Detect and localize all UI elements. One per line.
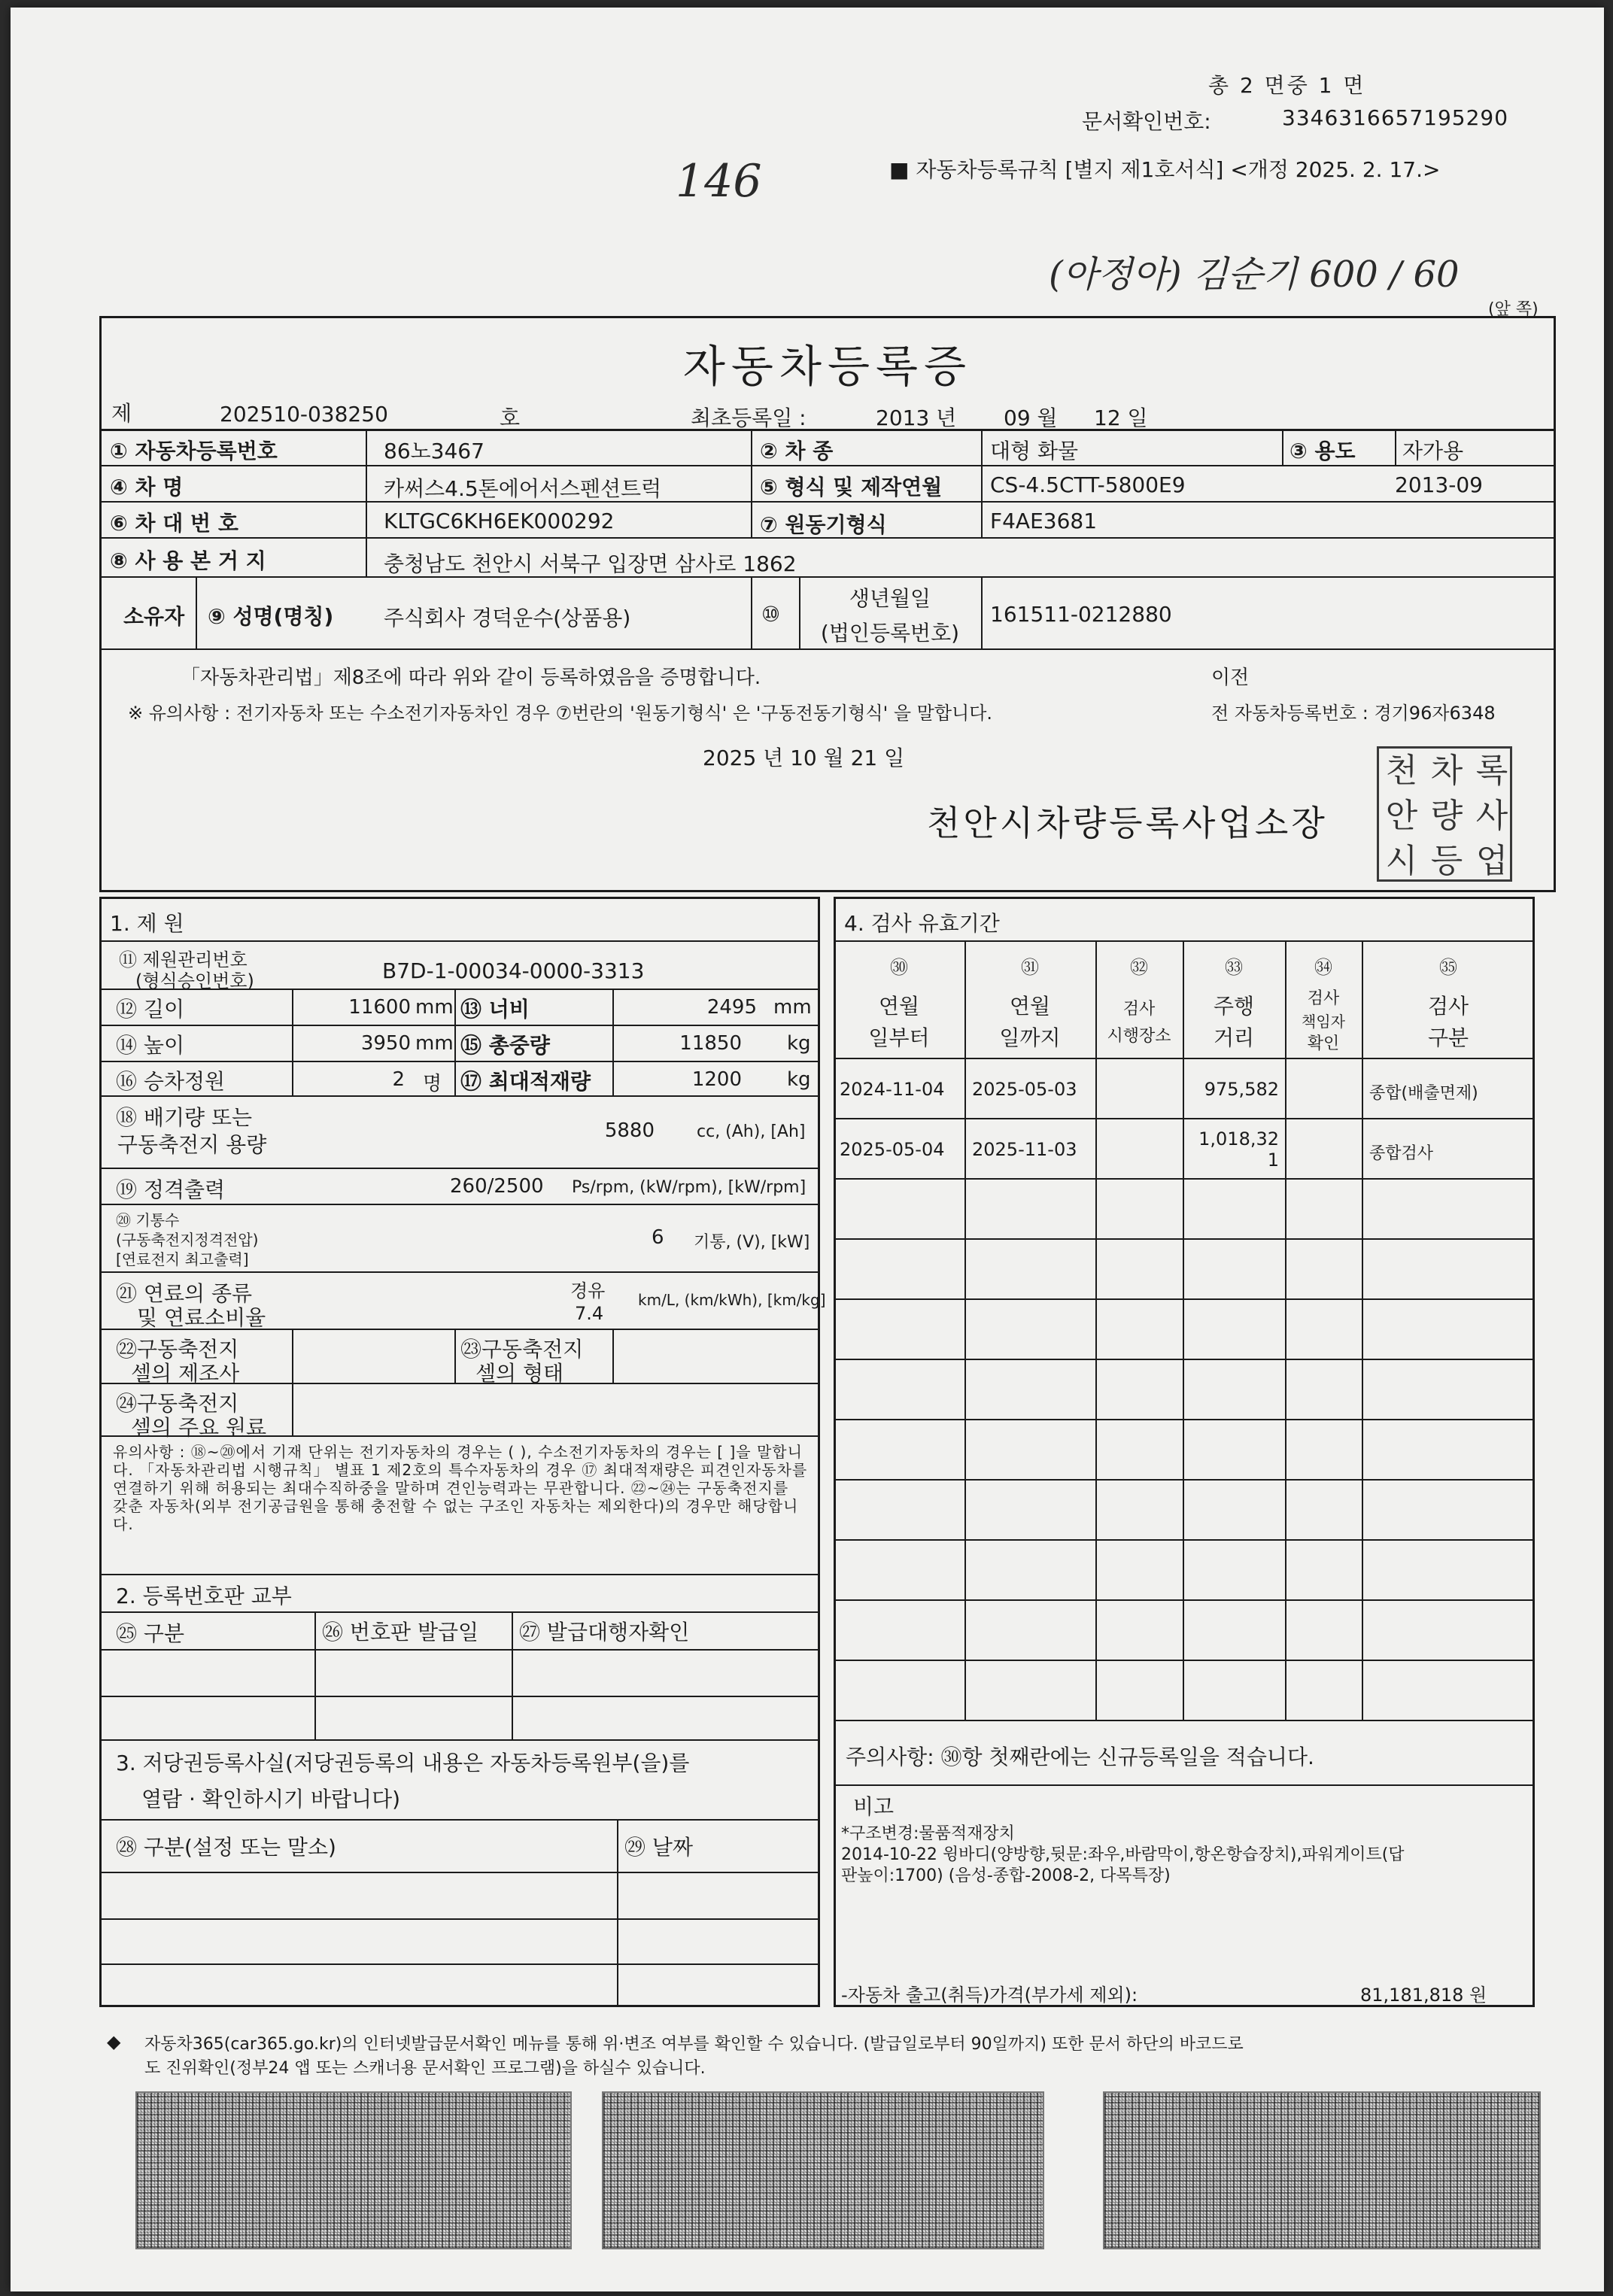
cert-no-prefix: 제 xyxy=(111,401,132,426)
displacement-unit: cc, (Ah), [Ah] xyxy=(697,1122,806,1141)
page-count: 총 2 면중 1 면 xyxy=(1208,73,1366,98)
owner-label: 소유자 xyxy=(123,604,185,629)
owner-name-label: ⑨ 성명(명칭) xyxy=(208,604,334,629)
grid-line xyxy=(454,1329,456,1383)
front-side-label: (앞 쪽) xyxy=(1488,300,1539,319)
grid-line xyxy=(617,1819,618,2007)
grid-line xyxy=(834,1539,1535,1541)
cert-number: 202510-038250 xyxy=(220,402,388,427)
grid-line xyxy=(834,1419,1535,1420)
insp-to: 2025-11-03 xyxy=(972,1139,1077,1160)
owner-name-value: 주식회사 경덕운수(상품용) xyxy=(384,606,631,630)
seats-label: ⑯ 승차정원 xyxy=(116,1069,226,1094)
insp-header-place: 검사 xyxy=(1122,1000,1156,1019)
first-reg-month: 09 월 xyxy=(1004,405,1058,430)
grid-line xyxy=(99,1168,820,1169)
plate-col-issue-date: ㉖ 번호판 발급일 xyxy=(322,1620,479,1645)
spec-no-value: B7D-1-00034-0000-3313 xyxy=(382,958,645,983)
grid-line xyxy=(99,1649,820,1651)
verification-barcode xyxy=(135,2091,572,2249)
footer-line: 자동차365(car365.go.kr)의 인터넷발급문서확인 메뉴를 통해 위·변조 여부를 확인할 수 있습니다. (발급일로부터 90일까지) 또한 문서 하단의 바코드로 xyxy=(144,2035,1244,2054)
specs-title: 1. 제 원 xyxy=(110,911,184,936)
power-label: ⑲ 정격출력 xyxy=(116,1177,226,1202)
insp-header-officer-2: 책임자 xyxy=(1302,1013,1345,1031)
grid-line xyxy=(99,501,1556,503)
doc-confirm-label: 문서확인번호: xyxy=(1082,109,1211,134)
insp-header-num: ㉚ xyxy=(890,957,908,978)
doc-confirm-number: 3346316657195290 xyxy=(1282,105,1509,130)
model-date: 2013-09 xyxy=(1395,472,1483,497)
cell-maker-label: ㉒구동축전지 xyxy=(116,1337,239,1362)
grid-line xyxy=(99,1918,820,1920)
width-value: 2495 xyxy=(706,996,757,1019)
remarks-label: 비고 xyxy=(853,1794,895,1819)
engine-value: F4AE3681 xyxy=(990,509,1098,533)
issuer-name: 천안시차량등록사업소장 xyxy=(927,803,1328,843)
remarks-line: 2014-10-22 윙바디(양방향,뒷문:좌우,바람막이,항온항습장치),파워게이트(답 xyxy=(841,1845,1405,1864)
power-unit: Ps/rpm, (kW/rpm), [kW/rpm] xyxy=(572,1178,806,1197)
birth-number: ⑩ xyxy=(761,602,781,627)
grid-line xyxy=(751,429,752,537)
cell-form-label-2: 셀의 형태 xyxy=(475,1361,564,1386)
grid-line xyxy=(99,1095,820,1097)
insp-type: 종합(배출면제) xyxy=(1369,1084,1478,1103)
insp-header-place-2: 시행장소 xyxy=(1107,1027,1171,1046)
payload-unit: kg xyxy=(787,1068,811,1091)
cylinder-unit: 기통, (V), [kW] xyxy=(694,1233,810,1252)
verification-barcode xyxy=(1103,2091,1541,2249)
grid-line xyxy=(834,1118,1535,1119)
length-value: 11600 xyxy=(348,996,411,1019)
insp-header-officer-3: 확인 xyxy=(1307,1034,1340,1053)
grid-line xyxy=(612,989,614,1095)
location-value: 충청남도 천안시 서북구 입장면 삼사로 1862 xyxy=(384,551,797,576)
cell-material-label-2: 셀의 주요 원료 xyxy=(131,1415,267,1440)
width-label: ⑬ 너비 xyxy=(460,997,530,1022)
length-unit: mm xyxy=(415,996,454,1019)
payload-value: 1200 xyxy=(691,1068,742,1091)
insp-from: 2025-05-04 xyxy=(840,1139,945,1160)
power-value: 260/2500 xyxy=(450,1175,544,1198)
weight-value: 11850 xyxy=(679,1032,742,1055)
birth-label-2: (법인등록번호) xyxy=(820,621,960,645)
grid-line xyxy=(99,1611,820,1613)
grid-line xyxy=(99,1963,820,1965)
height-unit: mm xyxy=(415,1032,454,1055)
mortgage-col-type: ㉘ 구분(설정 또는 말소) xyxy=(116,1835,336,1860)
grid-line xyxy=(99,465,1556,466)
mortgage-title: 3. 저당권등록사실(저당권등록의 내용은 자동차등록원부(을)를 xyxy=(116,1751,690,1775)
payload-label: ⑰ 최대적재량 xyxy=(460,1069,591,1094)
seal-char: 차 xyxy=(1430,752,1463,790)
remarks-line: *구조변경:물품적재장치 xyxy=(841,1824,1015,1843)
grid-line xyxy=(99,1696,820,1697)
grid-line xyxy=(292,989,293,1095)
car-name-label: ④ 차 명 xyxy=(110,475,184,500)
prev-reg-title: 이전 xyxy=(1211,667,1250,689)
birth-value: 161511-0212880 xyxy=(990,602,1172,627)
insp-header-num: ㉛ xyxy=(1021,957,1039,978)
insp-header-type-2: 구분 xyxy=(1427,1025,1469,1050)
issue-date: 2025 년 10 월 21 일 xyxy=(703,746,905,770)
grid-line xyxy=(1282,429,1283,465)
weight-label: ⑮ 총중량 xyxy=(460,1033,550,1058)
cell-maker-label-2: 셀의 제조사 xyxy=(131,1361,240,1386)
car-name-value: 카써스4.5톤에어서스펜션트럭 xyxy=(384,476,662,501)
displacement-label: ⑱ 배기량 또는 xyxy=(116,1105,253,1130)
grid-line xyxy=(981,429,983,537)
grid-line xyxy=(314,1611,316,1739)
specs-notice: 유의사항 : ⑱~⑳에서 기재 단위는 전기자동차의 경우는 ( ), 수소전기자동차의 경우는 [ ]을 말합니다. 「자동차관리법 시행규칙」 별표 1 제2호의 특수자동차의 경우 ⑰ 최대적재량은 피견인자동차를 연결하기 위해 허용되는 최대수직하중을 말하며 견인능력과는 무관합니다. ㉒~㉔는 구동축전지를 갖춘 자동차(외부 전기공급원을 통해 충전할 수 없는 구조인 자동차는 제외한다)의 경우만 해당합니다. xyxy=(113,1443,808,1533)
grid-line xyxy=(99,1061,820,1062)
vin-value: KLTGC6KH6EK000292 xyxy=(384,509,615,533)
height-value: 3950 xyxy=(360,1032,411,1055)
insp-header-num: ㉜ xyxy=(1130,957,1148,978)
insp-header-to: 연월 xyxy=(1009,994,1051,1019)
grid-line xyxy=(834,1058,1535,1059)
cell-form-label: ㉓구동축전지 xyxy=(460,1337,584,1362)
statement-line: 「자동차관리법」제8조에 따라 위와 같이 등록하였음을 증명합니다. xyxy=(181,667,761,689)
use-label: ③ 용도 xyxy=(1289,439,1356,463)
insp-from: 2024-11-04 xyxy=(840,1079,945,1100)
grid-line xyxy=(834,1720,1535,1721)
grid-line xyxy=(1362,940,1363,1720)
grid-line xyxy=(834,1359,1535,1360)
mortgage-title-2: 열람 · 확인하시기 바랍니다) xyxy=(141,1787,401,1812)
grid-line xyxy=(834,1660,1535,1661)
length-label: ⑫ 길이 xyxy=(116,997,184,1022)
seal-char: 시 xyxy=(1385,842,1418,880)
grid-line xyxy=(981,576,983,648)
grid-line xyxy=(99,1872,820,1873)
car-type-label: ② 차 종 xyxy=(760,439,834,463)
reg-no-label: ① 자동차등록번호 xyxy=(110,439,278,463)
insp-type: 종합검사 xyxy=(1369,1144,1434,1163)
seal-char: 천 xyxy=(1385,752,1418,790)
inspection-notice: 주의사항: ㉚항 첫째란에는 신규등록일을 적습니다. xyxy=(846,1745,1314,1769)
cell-material-label: ㉔구동축전지 xyxy=(116,1391,239,1416)
grid-line xyxy=(99,1271,820,1273)
grid-line xyxy=(99,1739,820,1741)
insp-header-num: ㉝ xyxy=(1225,957,1243,978)
weight-unit: kg xyxy=(787,1032,811,1055)
model-label: ⑤ 형식 및 제작연월 xyxy=(760,475,943,500)
seal-char: 등 xyxy=(1430,842,1463,880)
form-reference: ■ 자동차등록규칙 [별지 제1호서식] <개정 2025. 2. 17.> xyxy=(889,157,1441,182)
seal-char: 사 xyxy=(1475,797,1508,835)
insp-header-num: ㉟ xyxy=(1439,957,1457,978)
statement-note: ※ 유의사항 : 전기자동차 또는 수소전기자동차인 경우 ⑦번란의 '원동기형식' 은 '구동전동기형식' 을 말합니다. xyxy=(128,703,993,724)
insp-mileage-2: 1 xyxy=(1267,1150,1279,1171)
cylinder-value: 6 xyxy=(652,1226,664,1249)
spec-no-label: ⑪ 제원관리번호 xyxy=(119,949,248,970)
cylinder-label-2: (구동축전지정격전압) xyxy=(116,1231,259,1249)
grid-line xyxy=(1183,940,1184,1720)
plate-col-type: ㉕ 구분 xyxy=(116,1621,184,1646)
grid-line xyxy=(834,1599,1535,1601)
grid-line xyxy=(834,1479,1535,1481)
handwritten-number: 146 xyxy=(676,155,762,208)
price-value: 81,181,818 원 xyxy=(1360,1985,1487,2006)
width-unit: mm xyxy=(773,996,812,1019)
cylinder-label: ⑳ 기통수 xyxy=(116,1211,180,1229)
insp-header-type: 검사 xyxy=(1427,994,1469,1019)
grid-line xyxy=(834,1178,1535,1180)
fuel-unit: km/L, (km/kWh), [km/kg] xyxy=(638,1291,826,1309)
engine-label: ⑦ 원동기형식 xyxy=(760,512,887,537)
first-reg-day: 12 일 xyxy=(1094,405,1148,430)
cert-no-suffix: 호 xyxy=(500,405,521,430)
grid-line xyxy=(834,1298,1535,1300)
grid-line xyxy=(1285,940,1286,1720)
insp-header-officer: 검사 xyxy=(1307,989,1340,1008)
mortgage-col-date: ㉙ 날짜 xyxy=(624,1835,693,1860)
grid-line xyxy=(834,940,1535,942)
grid-line xyxy=(964,940,966,1720)
seal-char: 안 xyxy=(1385,797,1418,835)
grid-line xyxy=(834,1238,1535,1240)
seal-char: 업 xyxy=(1475,842,1508,880)
use-value: 자가용 xyxy=(1402,439,1464,463)
grid-line xyxy=(1395,429,1396,465)
official-seal xyxy=(1377,746,1512,882)
first-reg-year: 2013 년 xyxy=(876,405,957,430)
grid-line xyxy=(292,1329,293,1435)
location-label: ⑧ 사 용 본 거 지 xyxy=(110,548,266,573)
footer-bullet: ◆ xyxy=(107,2031,121,2052)
grid-line xyxy=(99,1819,820,1821)
seal-char: 량 xyxy=(1430,797,1463,835)
price-label: -자동차 출고(취득)가격(부가세 제외): xyxy=(841,1985,1138,2006)
grid-line xyxy=(612,1329,614,1383)
fuel-label-2: 및 연료소비율 xyxy=(137,1305,266,1330)
grid-line xyxy=(99,1204,820,1205)
insp-header-num: ㉞ xyxy=(1314,957,1332,978)
fuel-label: ㉑ 연료의 종류 xyxy=(116,1281,253,1306)
insp-header-to-2: 일까지 xyxy=(999,1025,1061,1050)
plate-title: 2. 등록번호판 교부 xyxy=(116,1584,292,1608)
grid-line xyxy=(834,1784,1535,1786)
fuel-efficiency: 7.4 xyxy=(575,1303,604,1324)
handwritten-note: (아정아) 김순기 600 / 60 xyxy=(1049,254,1460,296)
model-value: CS-4.5CTT-5800E9 xyxy=(990,472,1186,497)
grid-line xyxy=(99,1574,820,1575)
height-label: ⑭ 높이 xyxy=(116,1033,184,1058)
grid-line xyxy=(366,429,367,576)
seats-value: 2 xyxy=(392,1068,405,1091)
insp-header-mileage: 주행 xyxy=(1213,994,1255,1019)
vin-label: ⑥ 차 대 번 호 xyxy=(110,511,238,536)
car-type-value: 대형 화물 xyxy=(990,439,1079,463)
reg-no-value: 86노3467 xyxy=(384,439,485,463)
grid-line xyxy=(196,576,197,648)
insp-to: 2025-05-03 xyxy=(972,1079,1077,1100)
grid-line xyxy=(99,940,820,942)
insp-mileage: 1,018,32 xyxy=(1198,1128,1279,1150)
first-reg-label: 최초등록일 : xyxy=(691,405,806,430)
remarks-line: 판높이:1700) (음성-종합-2008-2, 다목특장) xyxy=(841,1866,1171,1885)
grid-line xyxy=(1095,940,1097,1720)
grid-line xyxy=(99,1025,820,1026)
insp-header-from-2: 일부터 xyxy=(868,1025,930,1050)
cylinder-label-3: [연료전지 최고출력] xyxy=(116,1250,249,1268)
grid-line xyxy=(99,576,1556,578)
grid-line xyxy=(99,429,1556,431)
grid-line xyxy=(512,1611,513,1739)
footer-line: 도 진위확인(정부24 앱 또는 스캐너용 문서확인 프로그램)을 하실수 있습니다. xyxy=(144,2059,706,2078)
prev-reg-number: 전 자동차등록번호 : 경기96자6348 xyxy=(1211,703,1496,724)
spec-no-label-2: (형식승인번호) xyxy=(135,970,254,992)
verification-barcode xyxy=(602,2091,1044,2249)
insp-header-from: 연월 xyxy=(878,994,920,1019)
grid-line xyxy=(454,989,456,1095)
grid-line xyxy=(751,576,752,648)
displacement-label-2: 구동축전지 용량 xyxy=(117,1132,267,1157)
seats-unit: 명 xyxy=(423,1073,442,1095)
grid-line xyxy=(99,648,1556,650)
inspection-title: 4. 검사 유효기간 xyxy=(844,911,1000,936)
document-page xyxy=(11,8,1604,2291)
insp-mileage: 975,582 xyxy=(1204,1079,1279,1100)
seal-char: 록 xyxy=(1475,752,1508,790)
displacement-value: 5880 xyxy=(604,1119,655,1142)
insp-header-mileage-2: 거리 xyxy=(1213,1025,1255,1050)
certificate-title: 자동차등록증 xyxy=(682,341,973,392)
fuel-type: 경유 xyxy=(570,1280,606,1301)
plate-col-agent: ㉗ 발급대행자확인 xyxy=(519,1620,690,1645)
birth-label-1: 생년월일 xyxy=(849,586,931,611)
